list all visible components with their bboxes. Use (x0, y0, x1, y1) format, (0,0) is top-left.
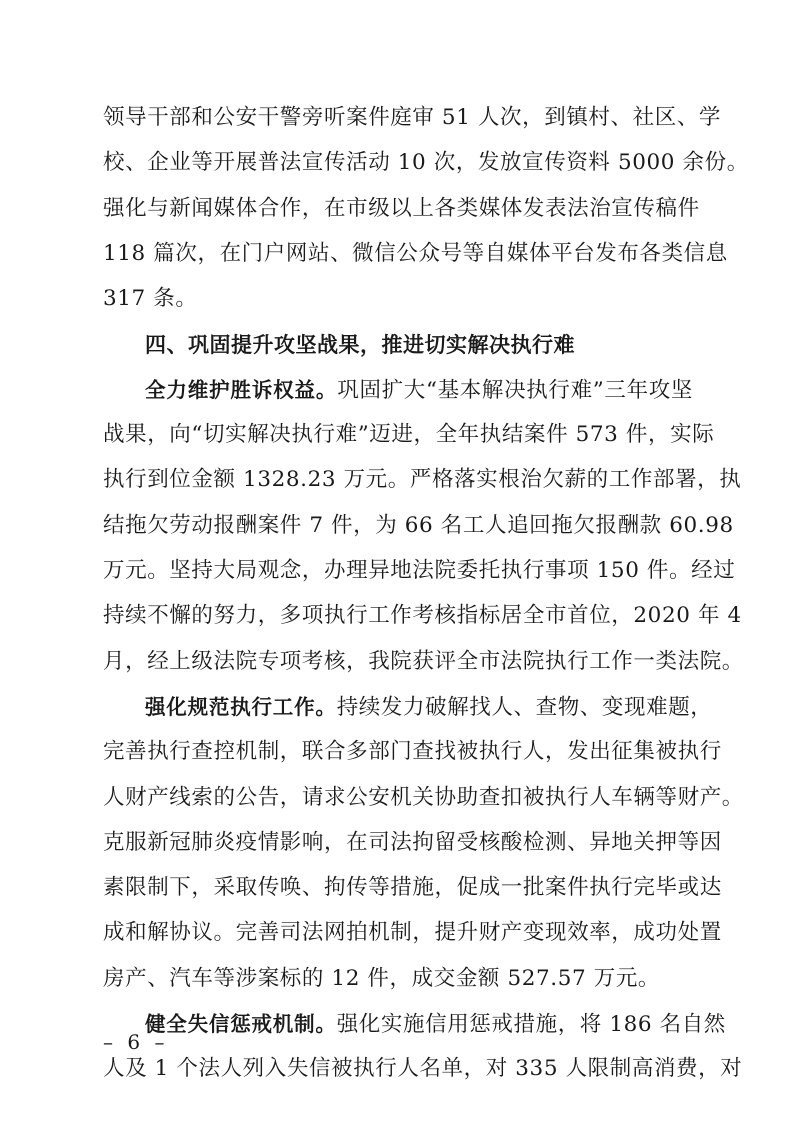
body-text-line: 持续不懈的努力，多项执行工作考核指标居全市首位，2020 年 4 (103, 603, 742, 629)
paragraph-first-line (145, 375, 693, 406)
page-number: – 6 – (103, 1030, 169, 1054)
body-text-line: 校、企业等开展普法宣传活动 10 次，发放宣传资料 5000 余份。 (103, 150, 749, 176)
paragraph-first-line (145, 692, 713, 723)
body-text-line: 素限制下，采取传唤、拘传等措施，促成一批案件执行完毕或达 (103, 875, 722, 901)
paragraph-lead: 健全失信惩戒机制。 (145, 1012, 337, 1036)
section-heading: 四、巩固提升攻坚战果，推进切实解决执行难 (145, 332, 575, 357)
body-text: 持续发力破解找人、查物、变现难题， (336, 694, 713, 720)
body-text-line: 317 条。 (103, 286, 198, 312)
paragraph-lead: 强化规范执行工作。 (145, 694, 337, 719)
body-text-line: 118 篇次，在门户网站、微信公众号等自媒体平台发布各类信息 (103, 240, 728, 266)
body-text-line: 万元。坚持大局观念，办理异地法院委托执行事项 150 件。经过 (103, 558, 736, 583)
body-text-line: 月，经上级法院专项考核，我院获评全市法院执行工作一类法院。 (103, 648, 744, 674)
body-text-line: 结拖欠劳动报酬案件 7 件，为 66 名工人追回拖欠报酬款 60.98 (103, 512, 734, 538)
paragraph-lead: 全力维护胜诉权益。 (145, 377, 338, 402)
body-text-line: 领导干部和公安干警旁听案件庭审 51 人次，到镇村、社区、学 (103, 105, 722, 130)
body-text: 强化实施信用惩戒措施，将 186 名自然 (336, 1012, 726, 1037)
body-text-line: 强化与新闻媒体合作，在市级以上各类媒体发表法治宣传稿件 (103, 195, 700, 221)
body-text-line: 完善执行查控机制，联合多部门查找被执行人，发出征集被执行 (103, 739, 722, 765)
body-text-line: 战果，向“切实解决执行难”迈进，全年执结案件 573 件，实际 (103, 422, 715, 448)
body-text-line: 成和解协议。完善司法网拍机制，提升财产变现效率，成功处置 (103, 920, 722, 946)
body-text-line: 克服新冠肺炎疫情影响，在司法拘留受核酸检测、异地关押等因 (103, 829, 722, 855)
body-text-line: 人及 1 个法人列入失信被执行人名单，对 335 人限制高消费，对 (103, 1056, 743, 1082)
body-text-line: 房产、汽车等涉案标的 12 件，成交金额 527.57 万元。 (103, 965, 661, 991)
body-text-line: 执行到位金额 1328.23 万元。严格落实根治欠薪的工作部署，执 (103, 467, 742, 493)
body-text: 巩固扩大“基本解决执行难”三年攻坚 (337, 377, 693, 403)
body-text-line: 人财产线索的公告，请求公安机关协助查扣被执行人车辆等财产。 (103, 784, 744, 810)
